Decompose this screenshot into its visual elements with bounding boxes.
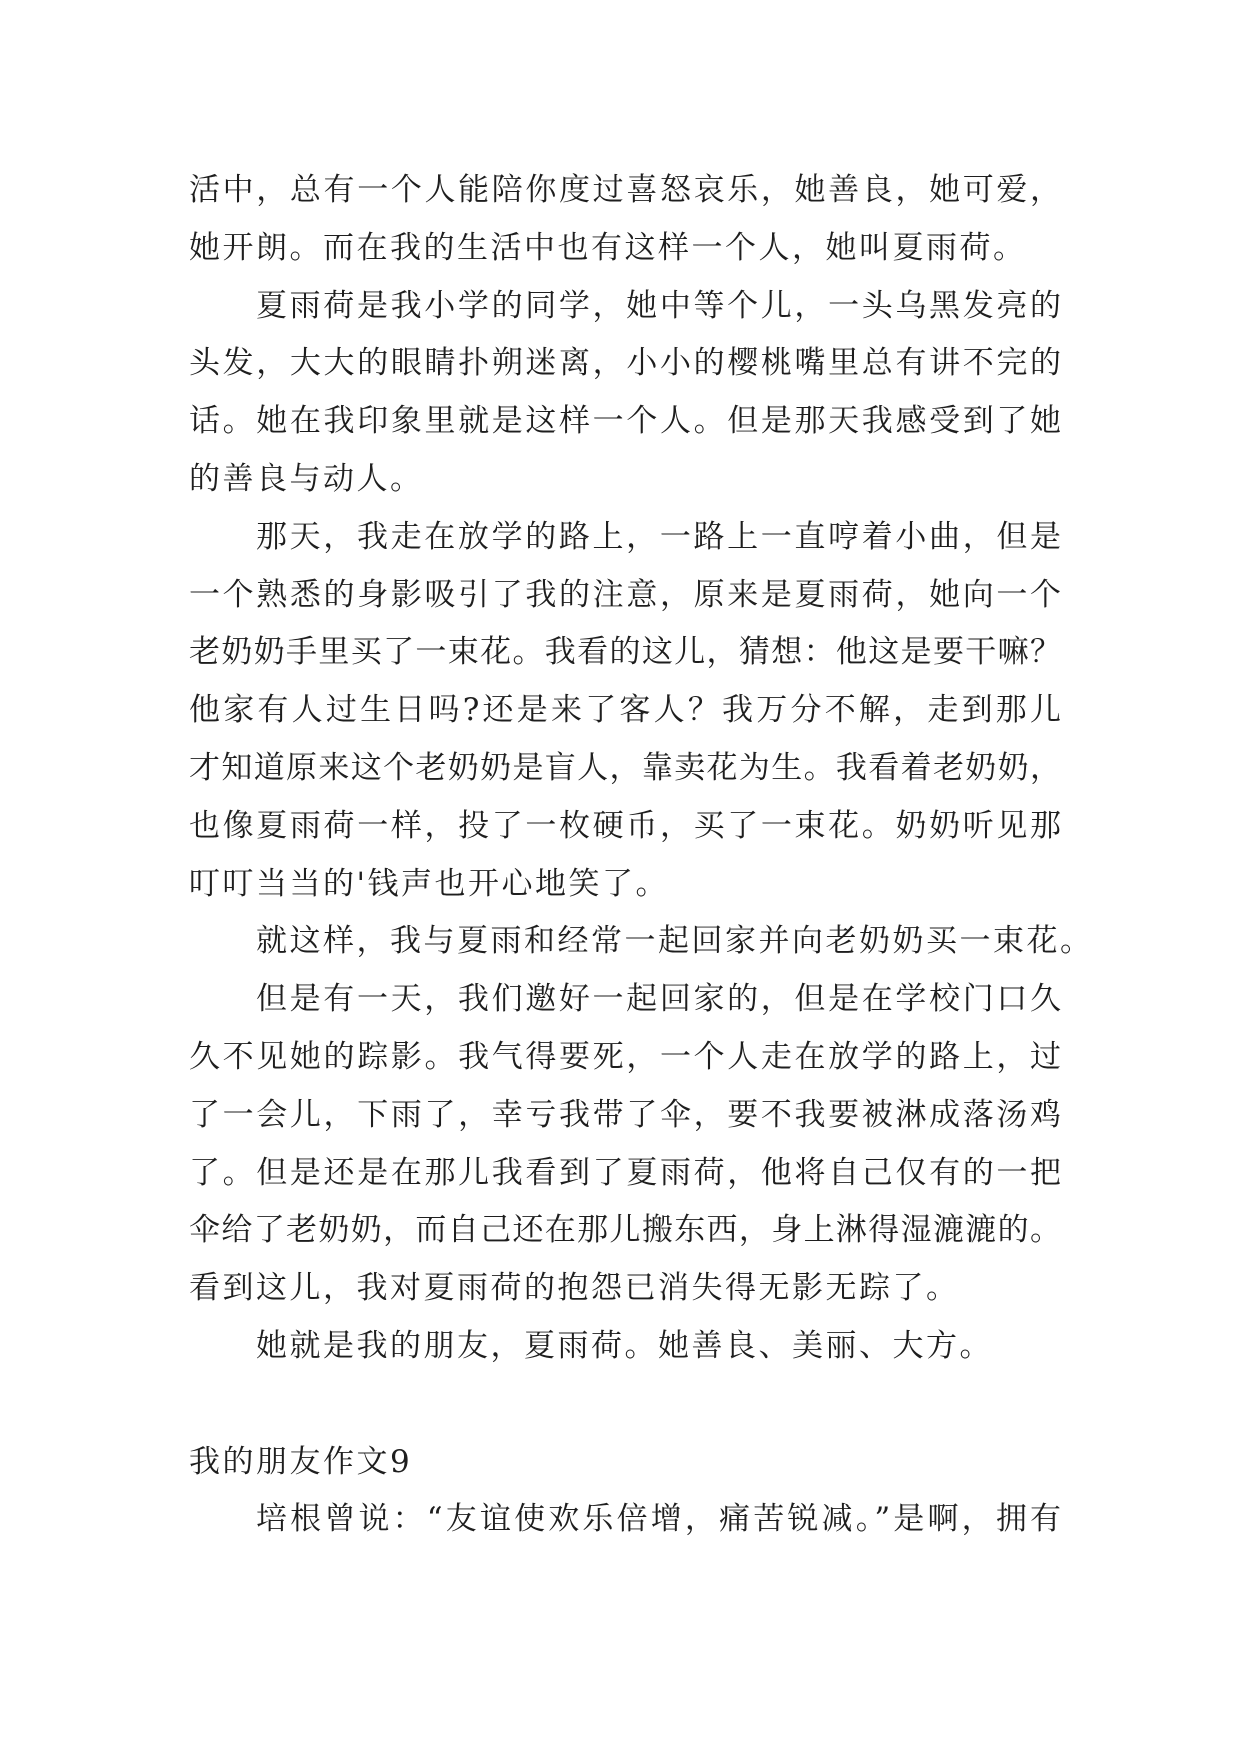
- text-line: 一个熟悉的身影吸引了我的注意，原来是夏雨荷，她向一个: [189, 576, 1064, 613]
- paragraph: [189, 913, 1094, 971]
- paragraph: [189, 1491, 1065, 1549]
- text-line: 也像夏雨荷一样，投了一枚硬币，买了一束花。奶奶听见那: [189, 807, 1064, 844]
- text-line: 那天，我走在放学的路上，一路上一直哼着小曲，但是: [256, 518, 1064, 555]
- text-line: 才知道原来这个老奶奶是盲人，靠卖花为生。我看着老奶奶，: [189, 749, 1063, 786]
- text-line: 头发，大大的眼睛扑朔迷离，小小的樱桃嘴里总有讲不完的: [189, 345, 1064, 382]
- text-line: 培根曾说：“友谊使欢乐倍增，痛苦锐减。”是啊，拥有: [256, 1501, 1065, 1538]
- document-page: [189, 162, 1094, 1549]
- text-line: 她开朗。而在我的生活中也有这样一个人，她叫夏雨荷。: [189, 229, 1027, 266]
- text-line: 久不见她的踪影。我气得要死，一个人走在放学的路上，过: [189, 1038, 1064, 1075]
- text-line: 她就是我的朋友，夏雨荷。她善良、美丽、大方。: [256, 1327, 993, 1364]
- text-line: 活中，总有一个人能陪你度过喜怒哀乐，她善良，她可爱，: [189, 172, 1064, 208]
- text-line: 伞给了老奶奶，而自己还在那儿搬东西，身上淋得湿漉漉的。: [189, 1212, 1063, 1249]
- text-line: 的善良与动人。: [189, 460, 424, 497]
- text-line: 他家有人过生日吗?还是来了客人？我万分不解，走到那儿: [189, 692, 1065, 729]
- paragraph: [189, 971, 1064, 1318]
- text-line: 了一会儿，下雨了，幸亏我带了伞，要不我要被淋成落汤鸡: [189, 1096, 1064, 1133]
- text-line: 话。她在我印象里就是这样一个人。但是那天我感受到了她: [189, 403, 1064, 440]
- blank-line: [189, 1376, 1061, 1434]
- text-line: 夏雨荷是我小学的同学，她中等个儿，一头乌黑发亮的: [256, 287, 1064, 324]
- essay-title: 我的朋友作文9: [189, 1443, 413, 1480]
- text-line: 就这样，我与夏雨和经常一起回家并向老奶奶买一束花。: [256, 923, 1094, 960]
- text-line: 老奶奶手里买了一束花。我看的这儿，猜想：他这是要干嘛？: [189, 634, 1063, 671]
- paragraph: [189, 162, 1064, 278]
- paragraph: [189, 509, 1065, 914]
- text-line: 了。但是还是在那儿我看到了夏雨荷，他将自己仅有的一把: [189, 1154, 1064, 1191]
- text-line: 看到这儿，我对夏雨荷的抱怨已消失得无影无踪了。: [189, 1270, 960, 1307]
- paragraph: [189, 1318, 1061, 1376]
- paragraph: [189, 278, 1064, 509]
- text-line: 但是有一天，我们邀好一起回家的，但是在学校门口久: [256, 981, 1064, 1018]
- text-line: 叮叮当当的'钱声也开心地笑了。: [189, 865, 670, 902]
